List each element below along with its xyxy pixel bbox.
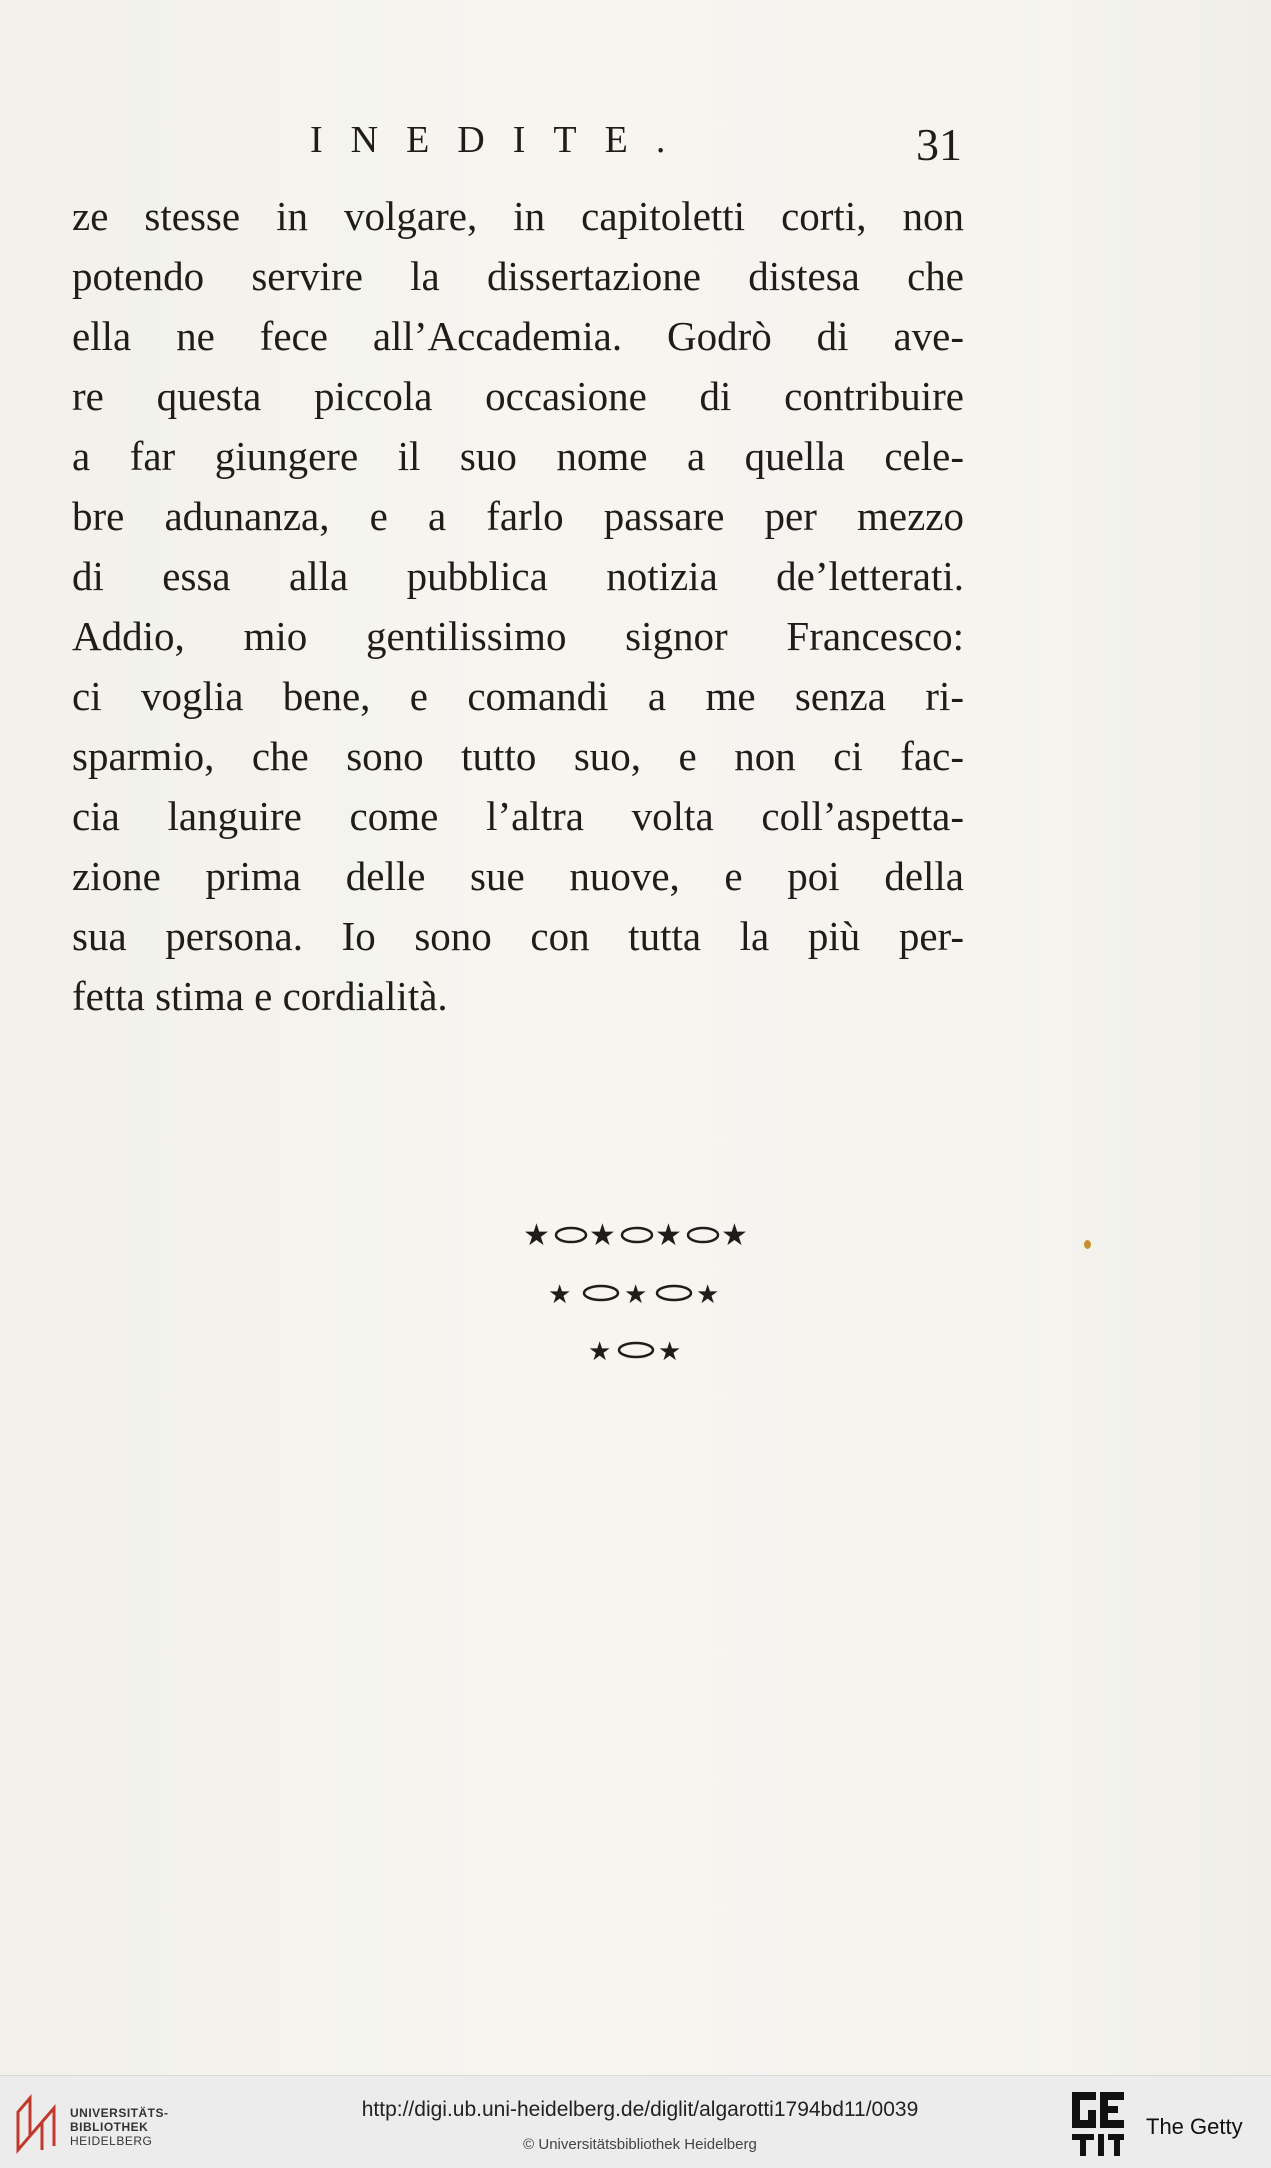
library-name bbox=[70, 2106, 169, 2148]
running-head-title: INEDITE. bbox=[310, 119, 694, 161]
text-line: a far giungere il suo nome a quella cele- bbox=[72, 433, 964, 479]
svg-text:★: ★ bbox=[654, 1218, 682, 1253]
svg-text:★: ★ bbox=[522, 1218, 550, 1253]
text-line: ze stesse in volgare, in capitoletti corti, non bbox=[72, 193, 964, 239]
getty-logo-icon bbox=[1068, 2088, 1130, 2160]
text-line: zione prima delle sue nuove, e poi della bbox=[72, 853, 964, 899]
partner-name: The Getty bbox=[1146, 2114, 1243, 2139]
text-line: ella ne fece all’Accademia. Godrò di ave- bbox=[72, 313, 964, 359]
svg-text:★: ★ bbox=[587, 1337, 611, 1367]
library-name-line-3: HEIDELBERG bbox=[70, 2134, 153, 2148]
text-line: Addio, mio gentilissimo signor Francesco: bbox=[72, 613, 964, 659]
ornament-row-2 bbox=[0, 1273, 1271, 1318]
text-line: sparmio, che sono tutto suo, e non ci fac- bbox=[72, 733, 964, 779]
library-name-line-2: BIBLIOTHEK bbox=[70, 2120, 149, 2134]
permalink-url[interactable]: http://digi.ub.uni-heidelberg.de/diglit/algarotti1794bd11/0039 bbox=[361, 2098, 919, 2121]
star-ring-ornament-icon bbox=[586, 1330, 686, 1370]
ornament-row-3 bbox=[0, 1330, 1271, 1375]
text-line: cia languire come l’altra volta coll’aspetta- bbox=[72, 793, 964, 839]
text-line: fetta stima e cordialità. bbox=[72, 973, 448, 1019]
partner-logo[interactable] bbox=[1068, 2088, 1268, 2160]
text-line: bre adunanza, e a farlo passare per mezzo bbox=[72, 493, 964, 539]
library-logo[interactable] bbox=[12, 2090, 222, 2160]
paper-stain bbox=[1084, 1240, 1091, 1249]
text-line: re questa piccola occasione di contribuire bbox=[72, 373, 964, 419]
running-head bbox=[310, 118, 970, 178]
ornament-row-1 bbox=[0, 1215, 1271, 1260]
page-number: 31 bbox=[916, 119, 962, 170]
library-name-line-1: UNIVERSITÄTS- bbox=[70, 2106, 169, 2120]
svg-text:★: ★ bbox=[588, 1218, 616, 1253]
text-line: ci voglia bene, e comandi a me senza ri- bbox=[72, 673, 964, 719]
svg-text:★: ★ bbox=[657, 1337, 681, 1367]
svg-text:★: ★ bbox=[623, 1280, 647, 1310]
text-line: potendo servire la dissertazione distesa che bbox=[72, 253, 964, 299]
star-ring-ornament-icon bbox=[546, 1273, 726, 1313]
ub-heidelberg-logo-icon bbox=[12, 2092, 62, 2156]
svg-text:★: ★ bbox=[695, 1280, 719, 1310]
text-line: di essa alla pubblica notizia de’letterati. bbox=[72, 553, 964, 599]
svg-text:★: ★ bbox=[547, 1280, 571, 1310]
text-line: sua persona. Io sono con tutta la più per- bbox=[72, 913, 964, 959]
viewer-footer bbox=[0, 2075, 1271, 2168]
svg-text:★: ★ bbox=[720, 1218, 748, 1253]
copyright-notice: © Universitätsbibliothek Heidelberg bbox=[523, 2136, 757, 2153]
body-text bbox=[72, 186, 964, 1026]
star-ring-ornament-icon bbox=[521, 1215, 751, 1255]
